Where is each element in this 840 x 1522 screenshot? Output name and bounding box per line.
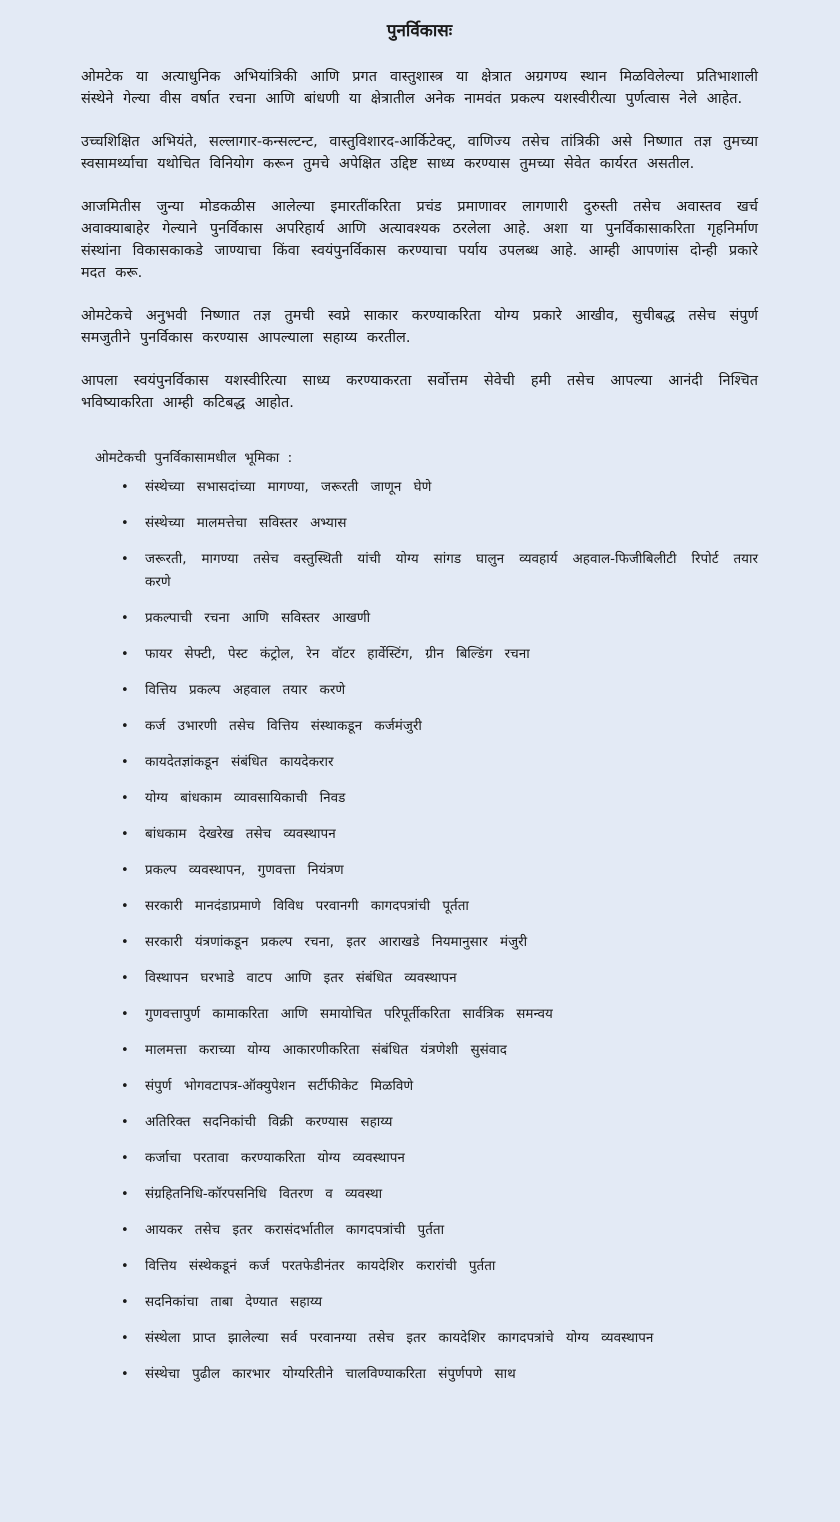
bullet-icon: •: [121, 791, 129, 806]
list-item-text: संस्थेला प्राप्त झालेल्या सर्व परवानग्या तसेच इतर कायदेशिर कागदपत्रांचे योग्य व्यवस्थापन: [145, 1330, 654, 1346]
list-item-text: आयकर तसेच इतर करासंदर्भातील कागदपत्रांची पुर्तता: [145, 1222, 445, 1238]
bullet-icon: •: [121, 480, 129, 495]
bullet-icon: •: [121, 552, 129, 567]
list-item-text: प्रकल्पाची रचना आणि सविस्तर आखणी: [145, 610, 371, 626]
bullet-icon: •: [121, 611, 129, 626]
list-item-text: मालमत्ता कराच्या योग्य आकारणीकरिता संबंधित यंत्रणेशी सुसंवाद: [145, 1042, 507, 1058]
list-item-text: योग्य बांधकाम व्यावसायिकाची निवड: [145, 790, 346, 806]
list-item-text: कर्जाचा परतावा करण्याकरिता योग्य व्यवस्थापन: [145, 1150, 405, 1166]
list-item: [121, 607, 758, 630]
intro-paragraph-1: ओमटेक या अत्याधुनिक अभियांत्रिकी आणि प्रगत वास्तुशास्त्र या क्षेत्रात अग्रगण्य स्थान मिळविलेल्या प्रतिभाशाली संस्थेने गेल्या वीस वर्षात रचना आणि बांधणी या क्षेत्रातील अनेक नामवंत प्रकल्प यशस्वीरीत्या पुर्णत्वास नेले आहेत.: [81, 69, 758, 107]
list-item-text: संस्थेच्या सभासदांच्या मागण्या, जरूरती जाणून घेणे: [145, 479, 432, 495]
list-item-text: कायदेतज्ञांकडून संबंधित कायदेकरार: [145, 754, 334, 770]
list-item: [121, 967, 758, 990]
list-item-text: अतिरिक्त सदनिकांची विक्री करण्यास सहाय्य: [145, 1114, 393, 1130]
list-item: [121, 715, 758, 738]
bullet-icon: •: [121, 863, 129, 878]
list-item: [121, 1003, 758, 1026]
bullet-icon: •: [121, 1007, 129, 1022]
page-title: पुनर्विकासः: [386, 21, 453, 41]
list-item-text: संग्रहितनिधि-कॉरपसनिधि वितरण व व्यवस्था: [145, 1186, 383, 1202]
list-item: [121, 787, 758, 810]
bullet-icon: •: [121, 1295, 129, 1310]
list-item: [121, 859, 758, 882]
list-item: [121, 1039, 758, 1062]
list-item: [121, 895, 758, 918]
list-item-text: सदनिकांचा ताबा देण्यात सहाय्य: [145, 1294, 323, 1310]
list-item: [121, 751, 758, 774]
bullet-icon: •: [121, 647, 129, 662]
bullet-icon: •: [121, 516, 129, 531]
bullet-icon: •: [121, 899, 129, 914]
bullet-icon: •: [121, 1187, 129, 1202]
list-item: [121, 1219, 758, 1242]
list-item-text: विस्थापन घरभाडे वाटप आणि इतर संबंधित व्यवस्थापन: [145, 970, 457, 986]
list-item: [121, 1183, 758, 1206]
list-item: [121, 1327, 758, 1350]
list-item: [121, 823, 758, 846]
list-item: [121, 1255, 758, 1278]
bullet-icon: •: [121, 827, 129, 842]
list-item: [121, 679, 758, 702]
bullet-icon: •: [121, 755, 129, 770]
list-item: [121, 1291, 758, 1314]
list-item: [121, 931, 758, 954]
roles-heading: ओमटेकची पुनर्विकासामधील भूमिका :: [95, 450, 293, 466]
list-item: [121, 1111, 758, 1134]
bullet-icon: •: [121, 683, 129, 698]
list-item-text: जरूरती, मागण्या तसेच वस्तुस्थिती यांची योग्य सांगड घालुन व्यवहार्य अहवाल-फिजीबिलीटी रिपोर्ट तयार करणे: [145, 551, 758, 590]
list-item: [121, 643, 758, 666]
list-item-text: गुणवत्तापुर्ण कामाकरिता आणि समायोचित परिपूर्तीकरिता सार्वत्रिक समन्वय: [145, 1006, 553, 1022]
list-item-text: संस्थेचा पुढील कारभार योग्यरितीने चालविण्याकरिता संपुर्णपणे साथ: [145, 1366, 516, 1382]
bullet-icon: •: [121, 935, 129, 950]
list-item-text: फायर सेफ्टी, पेस्ट कंट्रोल, रेन वॉटर हार्वेस्टिंग, ग्रीन बिल्डिंग रचना: [145, 646, 530, 662]
bullet-icon: •: [121, 1223, 129, 1238]
bullet-icon: •: [121, 1115, 129, 1130]
list-item-text: कर्ज उभारणी तसेच वित्तिय संस्थाकडून कर्जमंजुरी: [145, 718, 422, 734]
intro-paragraph-2: उच्चशिक्षित अभियंते, सल्लागार-कन्सल्टन्ट, वास्तुविशारद-आर्किटेक्ट्, वाणिज्य तसेच तांत्रिकी असे निष्णात तज्ञ तुमच्या स्वसामर्थ्याचा यथोचित विनियोग करून तुमचे अपेक्षित उद्दिष्ट साध्य करण्यास तुमच्या सेवेत कार्यरत असतील.: [81, 134, 758, 172]
list-item: [121, 1363, 758, 1386]
list-item: [121, 476, 758, 499]
list-item: [121, 1147, 758, 1170]
list-item-text: सरकारी यंत्रणांकडून प्रकल्प रचना, इतर आराखडे नियमानुसार मंजुरी: [145, 934, 528, 950]
list-item: [121, 548, 758, 594]
list-item-text: सरकारी मानदंडाप्रमाणे विविध परवानगी कागदपत्रांची पूर्तता: [145, 898, 469, 914]
intro-paragraph-5: आपला स्वयंपुनर्विकास यशस्वीरित्या साध्य करण्याकरता सर्वोत्तम सेवेची हमी तसेच आपल्या आनंदी निश्चित भविष्याकरिता आम्ही कटिबद्ध आहोत.: [81, 373, 758, 411]
list-item: [121, 1075, 758, 1098]
bullet-icon: •: [121, 971, 129, 986]
bullet-icon: •: [121, 719, 129, 734]
list-item: [121, 512, 758, 535]
intro-paragraph-4: ओमटेकचे अनुभवी निष्णात तज्ञ तुमची स्वप्ने साकार करण्याकरिता योग्य प्रकारे आखीव, सुचीबद्ध तसेच संपुर्ण समजुतीने पुनर्विकास करण्यास आपल्याला सहाय्य करतील.: [81, 308, 758, 346]
bullet-icon: •: [121, 1043, 129, 1058]
list-item-text: संपुर्ण भोगवटापत्र-ऑक्युपेशन सर्टीफीकेट मिळविणे: [145, 1078, 414, 1094]
roles-list: [81, 476, 758, 1386]
bullet-icon: •: [121, 1151, 129, 1166]
list-item-text: संस्थेच्या मालमत्तेचा सविस्तर अभ्यास: [145, 515, 347, 531]
bullet-icon: •: [121, 1079, 129, 1094]
list-item-text: बांधकाम देखरेख तसेच व्यवस्थापन: [145, 826, 336, 842]
intro-paragraph-3: आजमितीस जुन्या मोडकळीस आलेल्या इमारतींकरिता प्रचंड प्रमाणावर लागणारी दुरुस्ती तसेच अवास्तव खर्च अवाक्याबाहेर गेल्याने पुनर्विकास अपरिहार्य आणि अत्यावश्यक ठरलेला आहे. अशा या पुनर्विकासाकरिता गृहनिर्माण संस्थांना विकासकाकडे जाण्याचा किंवा स्वयंपुनर्विकास करण्याचा पर्याय उपलब्ध आहे. आम्ही आपणांस दोन्ही प्रकारे मदत करू.: [81, 199, 758, 281]
list-item-text: प्रकल्प व्यवस्थापन, गुणवत्ता नियंत्रण: [145, 862, 344, 878]
list-item-text: वित्तिय संस्थेकडूनं कर्ज परतफेडीनंतर कायदेशिर करारांची पुर्तता: [145, 1258, 496, 1274]
bullet-icon: •: [121, 1367, 129, 1382]
bullet-icon: •: [121, 1259, 129, 1274]
list-item-text: वित्तिय प्रकल्प अहवाल तयार करणे: [145, 682, 346, 698]
bullet-icon: •: [121, 1331, 129, 1346]
